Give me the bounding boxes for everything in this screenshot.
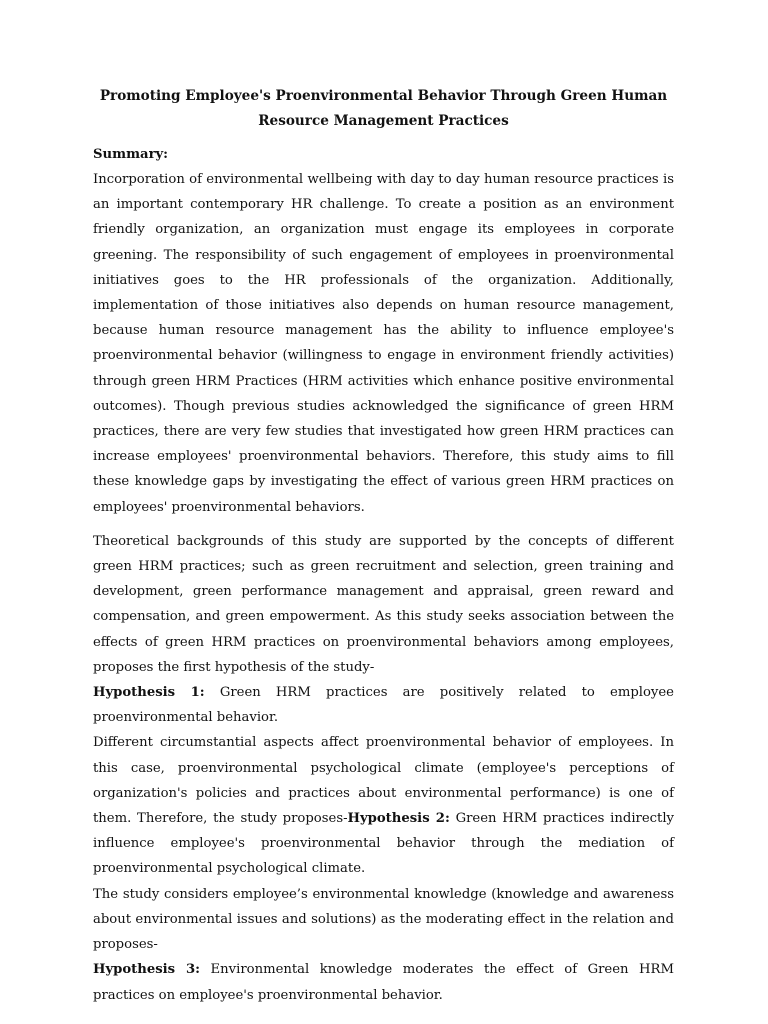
hypothesis-2-text: Green HRM practices indirectly influence employee's proenvironmental behavior through the mediation of proenvironmental psychological climate. [93, 811, 674, 877]
paragraph-environmental-knowledge [93, 882, 674, 958]
hypothesis-3-text: Environmental knowledge moderates the effect of Green HRM practices on employee's proenvironmental behavior. [93, 962, 674, 1003]
hypothesis-1-text: Green HRM practices are positively related to employee proenvironmental behavior. [93, 685, 674, 726]
document-page [93, 84, 674, 1008]
paragraph-circumstantial-aspects [93, 730, 674, 881]
paragraph-theoretical-background-text: Theoretical backgrounds of this study are supported by the concepts of different green HRM practices; such as green recruitment and selection, green training and development, green performance management and appraisal, green reward and compensation, and green empowerment. As this study seeks association between the effects of green HRM practices on proenvironmental behaviors among employees, proposes the first hypothesis of the study- [93, 533, 674, 675]
summary-heading: Summary: [93, 147, 169, 162]
hypothesis-3-label: Hypothesis 3: [93, 962, 201, 978]
hypothesis-1-label: Hypothesis 1: [93, 685, 205, 701]
paragraph-introduction: Incorporation of environmental wellbeing with day to day human resource practices is an important contemporary HR challenge. To create a position as an environment friendly organization, an organization must engage its employees in corporate greening. The responsibility of such engagement of employees in proenvironmental initiatives goes to the HR professionals of the organization. Additionally, implementation of those initiatives also depends on human resource management, because human resource management has the ability to influence employee's proenvironmental behavior (willingness to engage in environment friendly activities) through green HRM Practices (HRM activities which enhance positive environmental outcomes). Though previous studies acknowledged the significance of green HRM practices, there are very few studies that investigated how green HRM practices can increase employees' proenvironmental behaviors. Therefore, this study aims to fill these knowledge gaps by investigating the effect of various green HRM practices on employees' proenvironmental behaviors. [93, 172, 674, 515]
document-title: Promoting Employee's Proenvironmental Behavior Through Green Human Resource Management Practices [99, 88, 668, 129]
paragraph-circumstantial-aspects-text: Different circumstantial aspects affect proenvironmental behavior of employees. In this case, proenvironmental psychological climate (employee's perceptions of organization's policies and practices about environmental performance) is one of them. Therefore, the study proposes- [93, 735, 674, 827]
paragraph-theoretical-background [93, 529, 674, 680]
hypothesis-2-label: Hypothesis 2: [347, 811, 450, 827]
hypothesis-3 [93, 957, 674, 1007]
paragraph-environmental-knowledge-text: The study considers employee’s environmental knowledge (knowledge and awareness about environmental issues and solutions) as the moderating effect in the relation and proposes- [93, 886, 674, 953]
hypothesis-1 [93, 680, 674, 730]
